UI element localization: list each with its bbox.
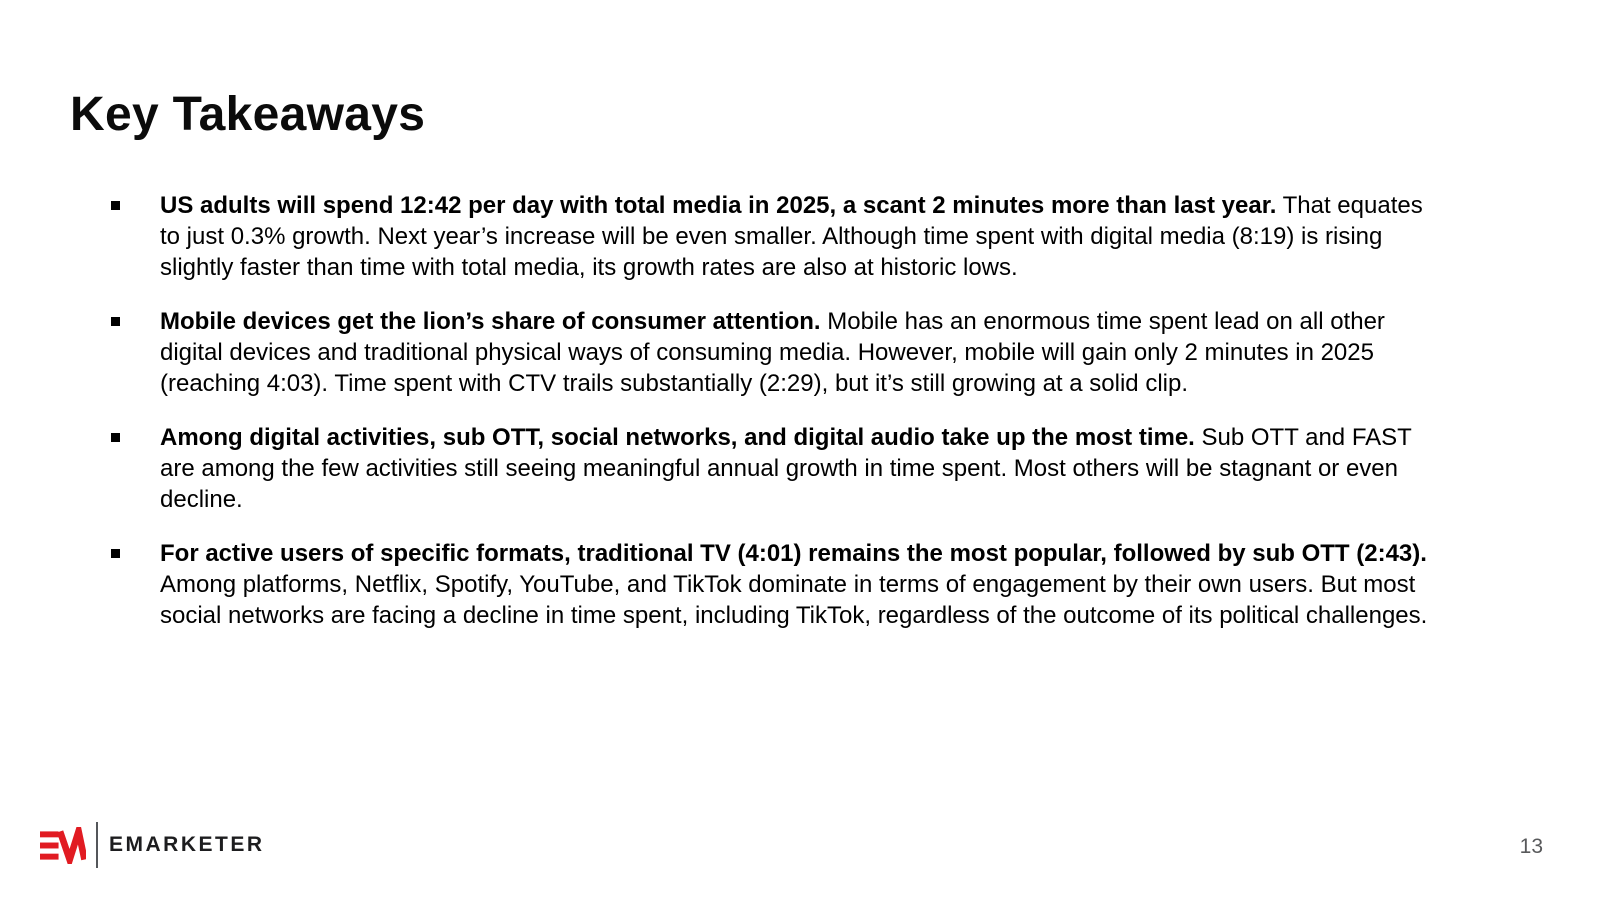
takeaway-rest: Sub OTT and FAST are among the few activities still seeing meaningful annual growth in time spent. Most others will be stagnant or even decline. <box>160 424 1412 513</box>
logo-divider <box>96 822 98 868</box>
emarketer-logo-icon <box>40 827 86 864</box>
bullet-square-icon <box>111 549 120 558</box>
takeaway-lead: US adults will spend 12:42 per day with total media in 2025, a scant 2 minutes more than last year. <box>160 192 1277 219</box>
bullet-square-icon <box>111 201 120 210</box>
page-number: 13 <box>1519 835 1543 858</box>
bullet-square-icon <box>111 317 120 326</box>
takeaway-rest: Among platforms, Netflix, Spotify, YouTube, and TikTok dominate in terms of engagement by their own users. But most social networks are facing a decline in time spent, including TikTok, regardless of the outcome of its political challenges. <box>160 571 1428 629</box>
brand-wordmark: EMARKETER <box>109 833 265 856</box>
footer-logo <box>40 822 265 868</box>
bullet-square-icon <box>111 433 120 442</box>
takeaway-rest: Mobile has an enormous time spent lead on all other digital devices and traditional physical ways of consuming media. However, mobile will gain only 2 minutes in 2025 (reaching 4:03). Time spent with CTV trails substantially (2:29), but it’s still growing at a solid clip. <box>160 308 1385 397</box>
takeaway-item <box>110 422 1440 515</box>
takeaway-lead: Mobile devices get the lion’s share of consumer attention. <box>160 308 821 335</box>
takeaway-rest: That equates to just 0.3% growth. Next year’s increase will be even smaller. Although time spent with digital media (8:19) is rising slightly faster than time with total media, its growth rates are also at historic lows. <box>160 192 1423 281</box>
takeaway-item <box>110 306 1440 399</box>
takeaway-item <box>110 538 1440 631</box>
takeaway-item <box>110 190 1440 283</box>
slide-title: Key Takeaways <box>70 88 426 141</box>
takeaway-lead: For active users of specific formats, traditional TV (4:01) remains the most popular, followed by sub OTT (2:43). <box>160 540 1427 567</box>
takeaways-list <box>110 190 1440 654</box>
takeaway-lead: Among digital activities, sub OTT, social networks, and digital audio take up the most time. <box>160 424 1195 451</box>
